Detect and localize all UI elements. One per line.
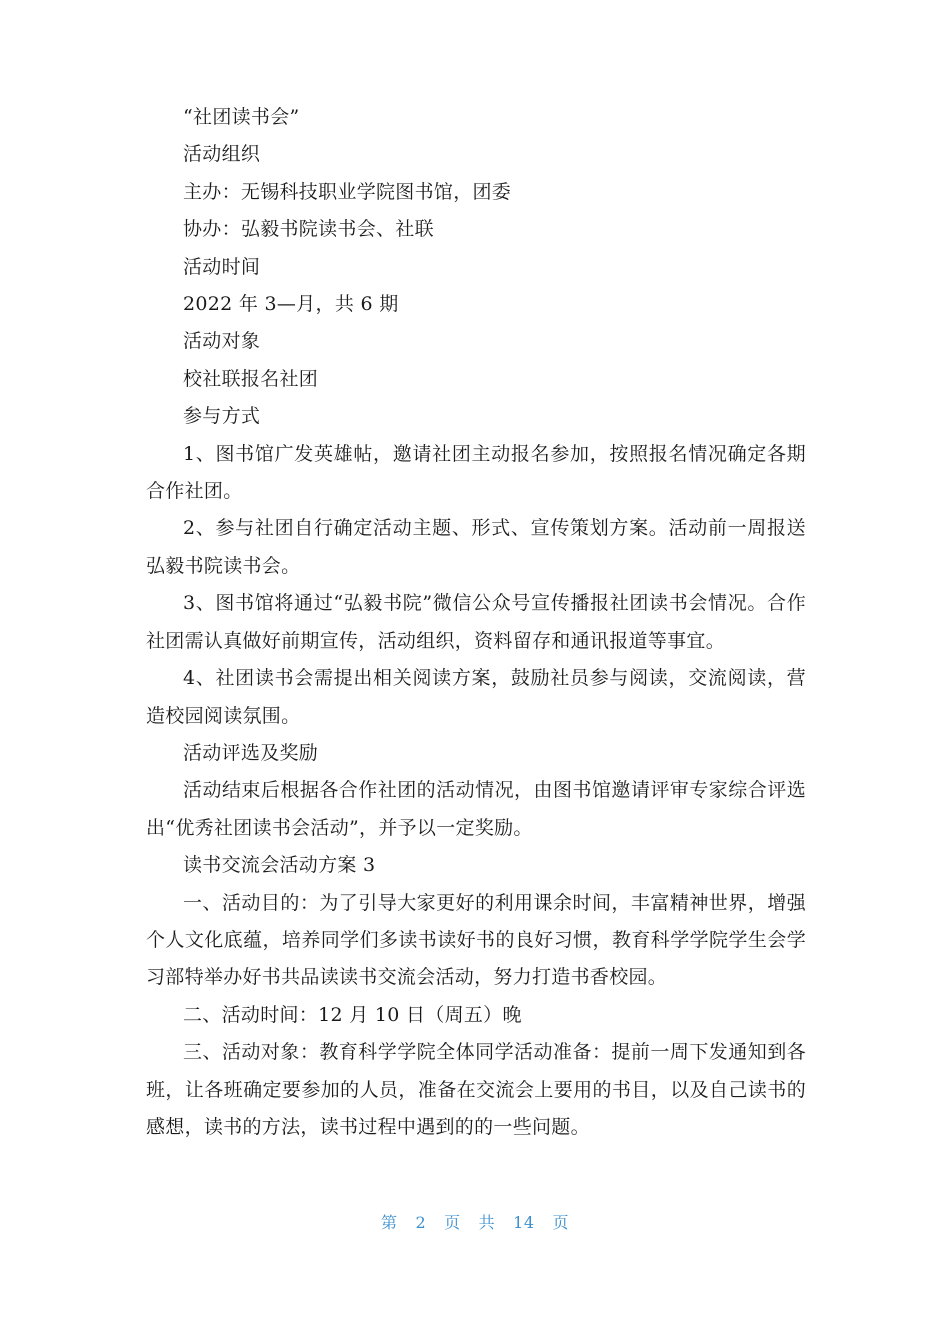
footer-word-di: 第 xyxy=(380,1213,398,1232)
paragraph: 参与方式 xyxy=(183,405,261,428)
paragraph: 4、社团读书会需提出相关阅读方案，鼓励社员参与阅读，交流阅读，营造校园阅读氛围。 xyxy=(146,667,806,727)
paragraph: 活动时间 xyxy=(183,255,261,278)
paragraph: 活动对象 xyxy=(183,330,261,353)
total-pages: 14 xyxy=(513,1213,535,1232)
page-number: 2 xyxy=(415,1213,427,1232)
paragraph: “社团读书会” xyxy=(183,106,300,128)
paragraph: 活动结束后根据各合作社团的活动情况，由图书馆邀请评审专家综合评选出“优秀社团读书会活动”，并予以一定奖励。 xyxy=(146,779,806,839)
paragraph: 协办：弘毅书院读书会、社联 xyxy=(183,218,434,241)
paragraph: 校社联报名社团 xyxy=(183,367,319,390)
paragraph: 主办：无锡科技职业学院图书馆，团委 xyxy=(183,180,512,203)
paragraph: 2022 年 3—月，共 6 期 xyxy=(183,293,399,316)
paragraph: 3、图书馆将通过“弘毅书院”微信公众号宣传播报社团读书会情况。合作社团需认真做好前期宣传，活动组织，资料留存和通讯报道等事宜。 xyxy=(146,592,806,652)
paragraph: 读书交流会活动方案 3 xyxy=(183,854,376,877)
paragraph: 一、活动目的：为了引导大家更好的利用课余时间，丰富精神世界，增强个人文化底蕴，培养同学们多读书读好书的良好习惯，教育科学学院学生会学习部特举办好书共品读读书交流会活动，努力打造书香校园。 xyxy=(146,891,806,989)
document-body xyxy=(146,99,806,1146)
footer-word-ye: 页 xyxy=(444,1213,461,1232)
paragraph: 2、参与社团自行确定活动主题、形式、宣传策划方案。活动前一周报送弘毅书院读书会。 xyxy=(146,517,806,577)
paragraph: 二、活动时间：12 月 10 日（周五）晚 xyxy=(183,1003,522,1026)
page-footer xyxy=(0,1210,950,1233)
paragraph: 活动评选及奖励 xyxy=(183,741,319,764)
footer-word-ye-end: 页 xyxy=(552,1213,570,1232)
footer-word-gong: 共 xyxy=(478,1213,496,1232)
paragraph: 1、图书馆广发英雄帖，邀请社团主动报名参加，按照报名情况确定各期合作社团。 xyxy=(146,442,806,503)
paragraph: 活动组织 xyxy=(183,143,261,166)
paragraph: 三、活动对象：教育科学学院全体同学活动准备：提前一周下发通知到各班，让各班确定要参加的人员，准备在交流会上要用的书目，以及自己读书的感想，读书的方法，读书过程中遇到的的一些问题。 xyxy=(146,1041,806,1138)
